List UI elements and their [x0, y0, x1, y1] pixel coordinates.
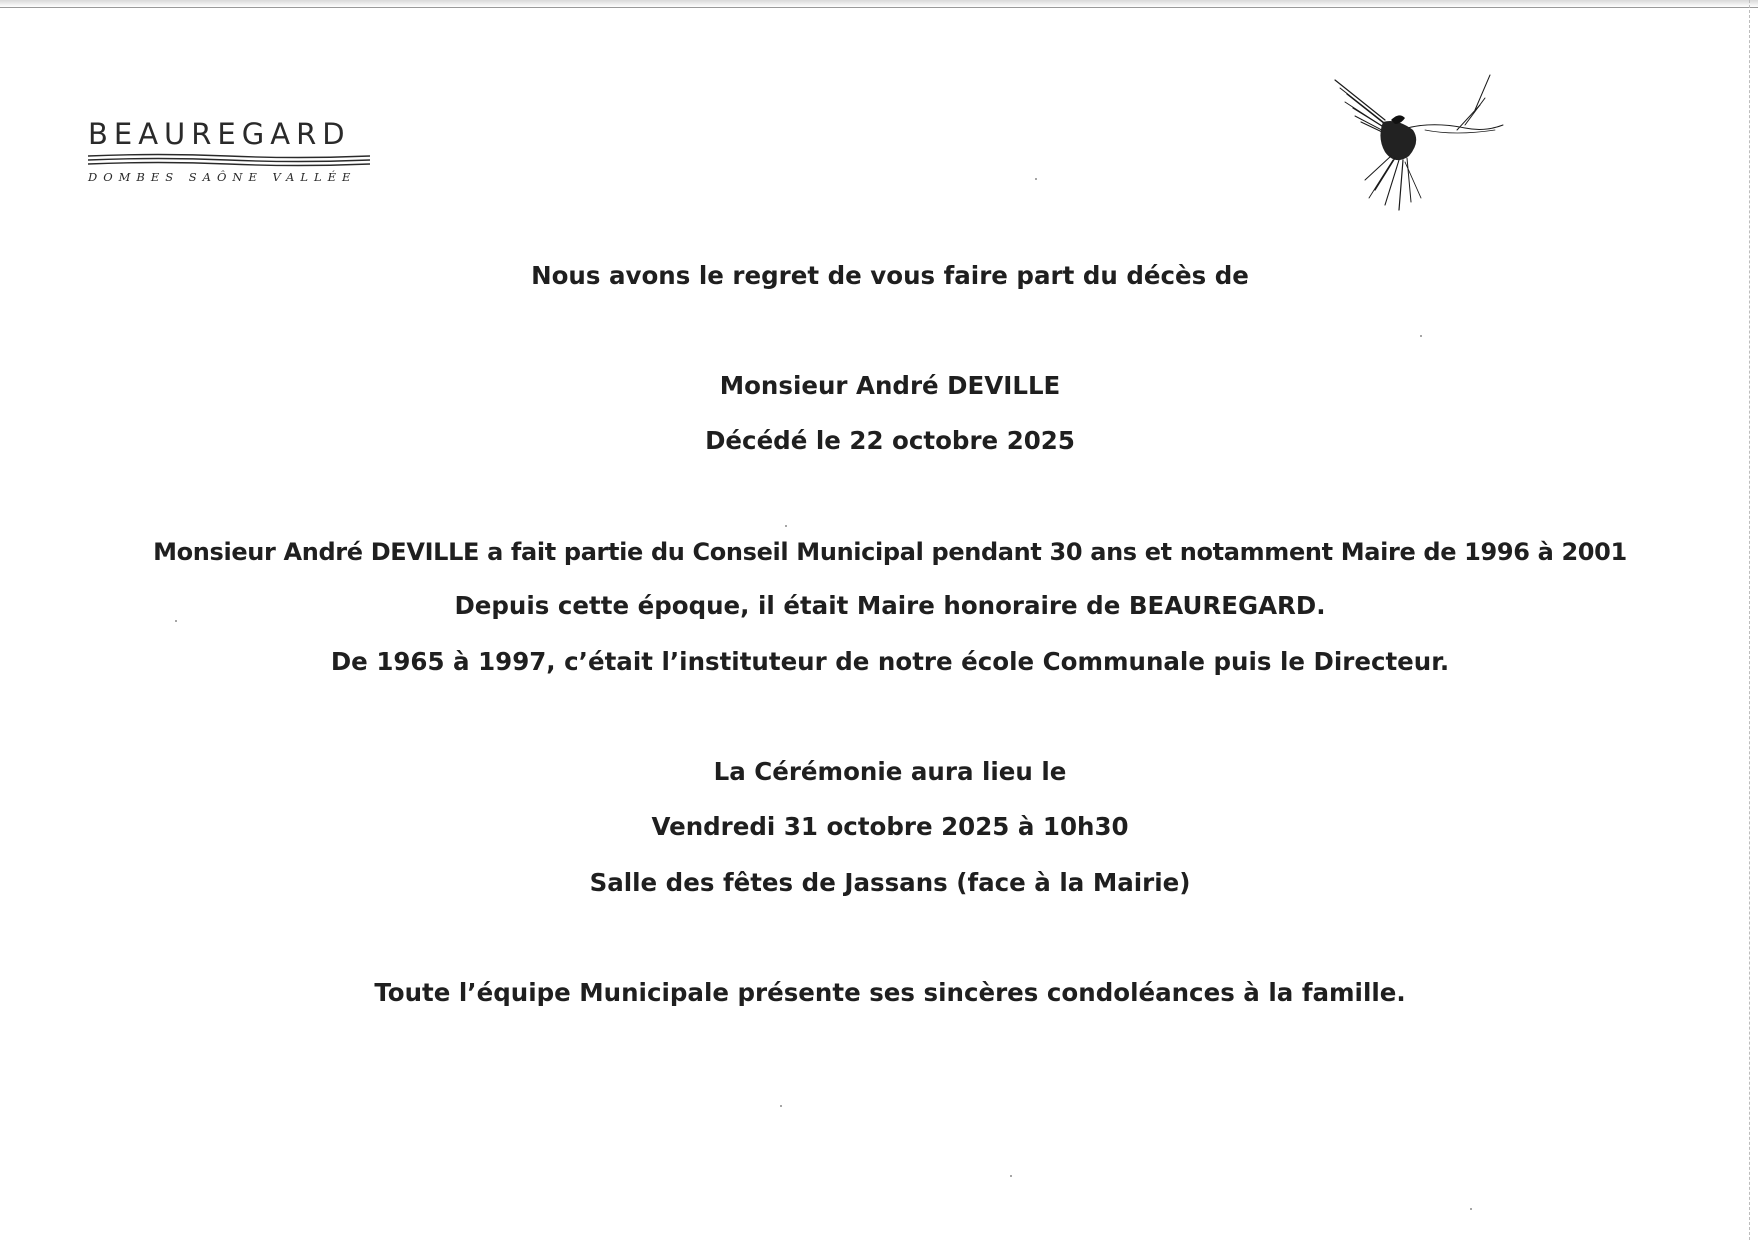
intro-text: Nous avons le regret de vous faire part du décès de — [531, 261, 1249, 290]
ceremony-date: Vendredi 31 octobre 2025 à 10h30 — [651, 812, 1129, 841]
scan-speck — [175, 620, 177, 622]
scan-speck — [1010, 1175, 1012, 1177]
scan-speck — [780, 1105, 782, 1107]
condolences-text: Toute l’équipe Municipale présente ses sincères condoléances à la famille. — [374, 978, 1406, 1007]
deceased-name: Monsieur André DEVILLE — [719, 371, 1061, 400]
scan-top-edge — [0, 0, 1758, 8]
ceremony-intro: La Cérémonie aura lieu le — [713, 757, 1067, 786]
death-date: Décédé le 22 octobre 2025 — [705, 426, 1075, 455]
logo-name: BEAUREGARD — [88, 117, 351, 151]
beauregard-logo — [88, 117, 378, 184]
scan-speck — [1470, 1208, 1472, 1210]
biography-line: Monsieur André DEVILLE a fait partie du Conseil Municipal pendant 30 ans et notamment Maire de 1996 à 2001 — [153, 538, 1627, 566]
biography-line: De 1965 à 1997, c’était l’instituteur de notre école Communale puis le Directeur. — [330, 647, 1450, 676]
scan-speck — [1035, 178, 1037, 180]
logo-waves-icon — [88, 153, 370, 167]
dove-icon — [1325, 70, 1515, 230]
scan-speck — [1420, 335, 1422, 337]
ceremony-place: Salle des fêtes de Jassans (face à la Mairie) — [589, 868, 1191, 897]
scan-speck — [785, 525, 787, 527]
logo-tagline: DOMBES SAÔNE VALLÉE — [88, 170, 357, 184]
biography-line: Depuis cette époque, il était Maire honoraire de BEAUREGARD. — [454, 591, 1326, 620]
